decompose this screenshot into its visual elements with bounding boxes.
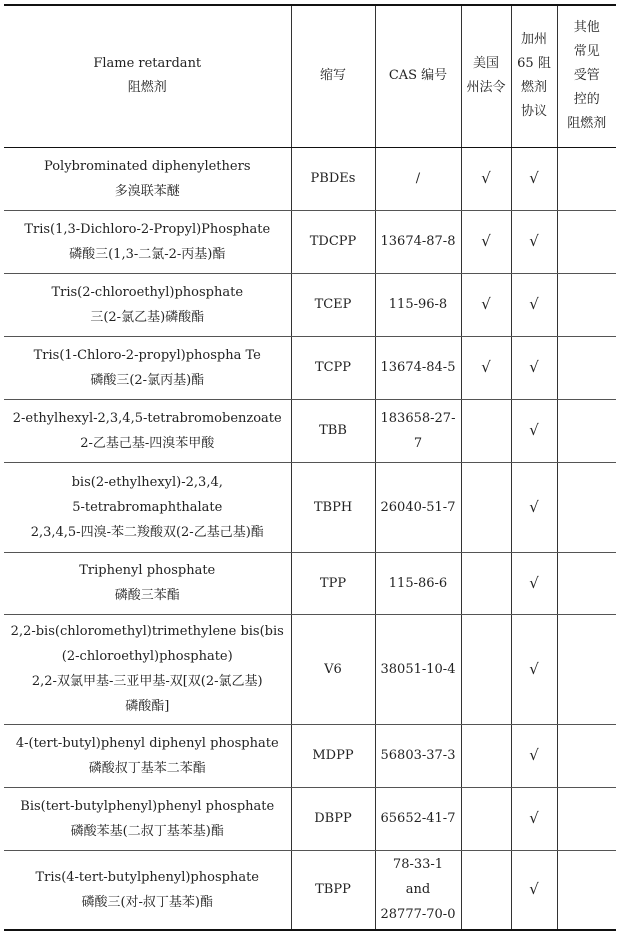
header-flame-retardant — [4, 5, 291, 147]
cell-abbreviation: TDCPP — [291, 210, 375, 273]
cas-line: 56803-37-3 — [380, 748, 456, 763]
cell-other-regulated — [557, 614, 616, 724]
header-us-line: 美国 — [472, 56, 499, 72]
name-line: 2,2-双氯甲基-三亚甲基-双[双(2-氯乙基) — [31, 674, 263, 689]
name-line: 磷酸苯基(二叔丁基苯基)酯 — [70, 823, 224, 839]
name-line: bis(2-ethylhexyl)-2,3,4, — [71, 474, 223, 490]
cell-cas-number — [375, 210, 461, 273]
cell-abbreviation: TPP — [291, 552, 375, 614]
cell-name — [4, 147, 291, 210]
cell-name — [4, 614, 291, 724]
header-name-en: Flame retardant — [93, 56, 202, 72]
cell-us-state-law — [461, 552, 511, 614]
cas-line: 26040-51-7 — [380, 499, 456, 515]
cas-line: and — [405, 882, 431, 898]
cell-name — [4, 273, 291, 336]
name-line: 2,2-bis(chloromethyl)trimethylene bis(bis — [10, 624, 284, 639]
name-line: 2-ethylhexyl-2,3,4,5-tetrabromobenzoate — [12, 410, 282, 426]
cas-line: 183658-27-7 — [380, 410, 456, 451]
name-line: Bis(tert-butylphenyl)phenyl phosphate — [20, 798, 275, 814]
cell-cas-number — [375, 724, 461, 787]
cell-us-state-law — [461, 614, 511, 724]
header-other-line: 常见 — [573, 44, 600, 60]
cell-other-regulated — [557, 273, 616, 336]
cell-us-state-law: √ — [461, 147, 511, 210]
cell-name — [4, 850, 291, 930]
cell-other-regulated — [557, 850, 616, 930]
cell-abbreviation: TCEP — [291, 273, 375, 336]
cell-cas-number — [375, 552, 461, 614]
header-us-line: 州法令 — [466, 80, 506, 96]
table-row — [4, 336, 616, 399]
table-row — [4, 850, 616, 930]
cell-abbreviation: TBB — [291, 399, 375, 462]
cell-california-65: √ — [511, 614, 557, 724]
name-line: 三(2-氯乙基)磷酸酯 — [90, 309, 205, 325]
header-ca-line: 65 阻 — [517, 56, 551, 72]
cas-line: 115-86-6 — [388, 575, 448, 591]
header-abbreviation: 缩写 — [291, 5, 375, 147]
cell-california-65: √ — [511, 724, 557, 787]
cell-abbreviation: MDPP — [291, 724, 375, 787]
table-row — [4, 614, 616, 724]
cell-name — [4, 399, 291, 462]
cell-us-state-law — [461, 850, 511, 930]
name-line: 5-tetrabromaphthalate — [72, 499, 223, 515]
name-line: 2-乙基己基-四溴苯甲酸 — [80, 435, 215, 451]
header-ca-line: 加州 — [520, 32, 547, 48]
cas-line: 38051-10-4 — [380, 661, 456, 677]
cas-line: / — [415, 171, 421, 186]
header-us-state-law — [461, 5, 511, 147]
cas-line: 78-33-1 — [392, 857, 444, 873]
cell-cas-number — [375, 462, 461, 552]
cell-cas-number — [375, 614, 461, 724]
cell-california-65: √ — [511, 273, 557, 336]
cell-abbreviation: TCPP — [291, 336, 375, 399]
name-line: 2,3,4,5-四溴-苯二羧酸双(2-乙基己基)酯 — [30, 524, 264, 540]
cas-line: 115-96-8 — [388, 297, 448, 312]
cell-cas-number — [375, 399, 461, 462]
cas-line: 13674-87-8 — [380, 234, 456, 249]
name-line: Triphenyl phosphate — [79, 563, 216, 578]
name-line: 磷酸三(对-叔丁基苯)酯 — [81, 894, 214, 910]
cell-cas-number — [375, 336, 461, 399]
table-row — [4, 147, 616, 210]
cell-name — [4, 336, 291, 399]
cell-name — [4, 724, 291, 787]
cell-us-state-law — [461, 462, 511, 552]
header-other-line: 控的 — [573, 92, 600, 108]
cell-us-state-law — [461, 724, 511, 787]
cell-abbreviation: PBDEs — [291, 147, 375, 210]
cell-name — [4, 787, 291, 850]
header-row — [4, 5, 616, 147]
table-row — [4, 399, 616, 462]
header-ca-line: 燃剂 — [520, 80, 547, 96]
name-line: 磷酸三苯酯 — [114, 588, 180, 603]
cell-us-state-law — [461, 787, 511, 850]
name-line: Tris(1-Chloro-2-propyl)phospha Te — [33, 347, 261, 363]
table-row — [4, 462, 616, 552]
cell-us-state-law — [461, 399, 511, 462]
cell-cas-number — [375, 850, 461, 930]
cell-other-regulated — [557, 210, 616, 273]
cell-abbreviation: V6 — [291, 614, 375, 724]
cell-other-regulated — [557, 724, 616, 787]
cell-other-regulated — [557, 336, 616, 399]
cell-abbreviation: TBPP — [291, 850, 375, 930]
cell-california-65: √ — [511, 399, 557, 462]
name-line: 多溴联苯醚 — [114, 183, 180, 199]
cell-california-65: √ — [511, 850, 557, 930]
header-other-line: 受管 — [573, 68, 600, 84]
name-line: Polybrominated diphenylethers — [43, 158, 251, 174]
cell-other-regulated — [557, 552, 616, 614]
name-line: 4-(tert-butyl)phenyl diphenyl phosphate — [15, 735, 279, 751]
cell-california-65: √ — [511, 147, 557, 210]
table-row — [4, 273, 616, 336]
table-row — [4, 724, 616, 787]
table-row — [4, 787, 616, 850]
cell-california-65: √ — [511, 462, 557, 552]
cell-california-65: √ — [511, 787, 557, 850]
cell-cas-number — [375, 787, 461, 850]
cell-california-65: √ — [511, 552, 557, 614]
header-other-line: 阻燃剂 — [567, 116, 607, 132]
cell-california-65: √ — [511, 210, 557, 273]
name-line: Tris(1,3-Dichloro-2-Propyl)Phosphate — [24, 221, 271, 237]
cas-line: 28777-70-0 — [380, 907, 456, 923]
cell-other-regulated — [557, 399, 616, 462]
cell-us-state-law: √ — [461, 336, 511, 399]
name-line: (2-chloroethyl)phosphate) — [61, 649, 233, 664]
cell-us-state-law: √ — [461, 273, 511, 336]
cell-abbreviation: DBPP — [291, 787, 375, 850]
cell-cas-number — [375, 147, 461, 210]
table-row — [4, 210, 616, 273]
cas-line: 13674-84-5 — [380, 360, 456, 375]
name-line: 磷酸酯] — [125, 699, 170, 714]
cell-california-65: √ — [511, 336, 557, 399]
cell-name — [4, 552, 291, 614]
name-line: Tris(2-chloroethyl)phosphate — [51, 284, 244, 300]
cell-other-regulated — [557, 462, 616, 552]
cell-abbreviation: TBPH — [291, 462, 375, 552]
header-other-regulated — [557, 5, 616, 147]
flame-retardant-table — [4, 4, 616, 931]
header-california-65 — [511, 5, 557, 147]
cell-name — [4, 462, 291, 552]
cell-other-regulated — [557, 147, 616, 210]
header-other-line: 其他 — [573, 20, 600, 36]
name-line: 磷酸三(1,3-二氯-2-丙基)酯 — [69, 246, 226, 262]
name-line: 磷酸叔丁基苯二苯酯 — [88, 760, 206, 776]
cell-cas-number — [375, 273, 461, 336]
table-row — [4, 552, 616, 614]
cell-name — [4, 210, 291, 273]
header-cas-number: CAS 编号 — [375, 5, 461, 147]
name-line: 磷酸三(2-氯丙基)酯 — [90, 372, 205, 388]
cell-other-regulated — [557, 787, 616, 850]
header-ca-line: 协议 — [520, 104, 547, 120]
name-line: Tris(4-tert-butylphenyl)phosphate — [35, 869, 259, 885]
cell-us-state-law: √ — [461, 210, 511, 273]
header-name-cn: 阻燃剂 — [127, 80, 167, 96]
cas-line: 65652-41-7 — [380, 811, 456, 826]
